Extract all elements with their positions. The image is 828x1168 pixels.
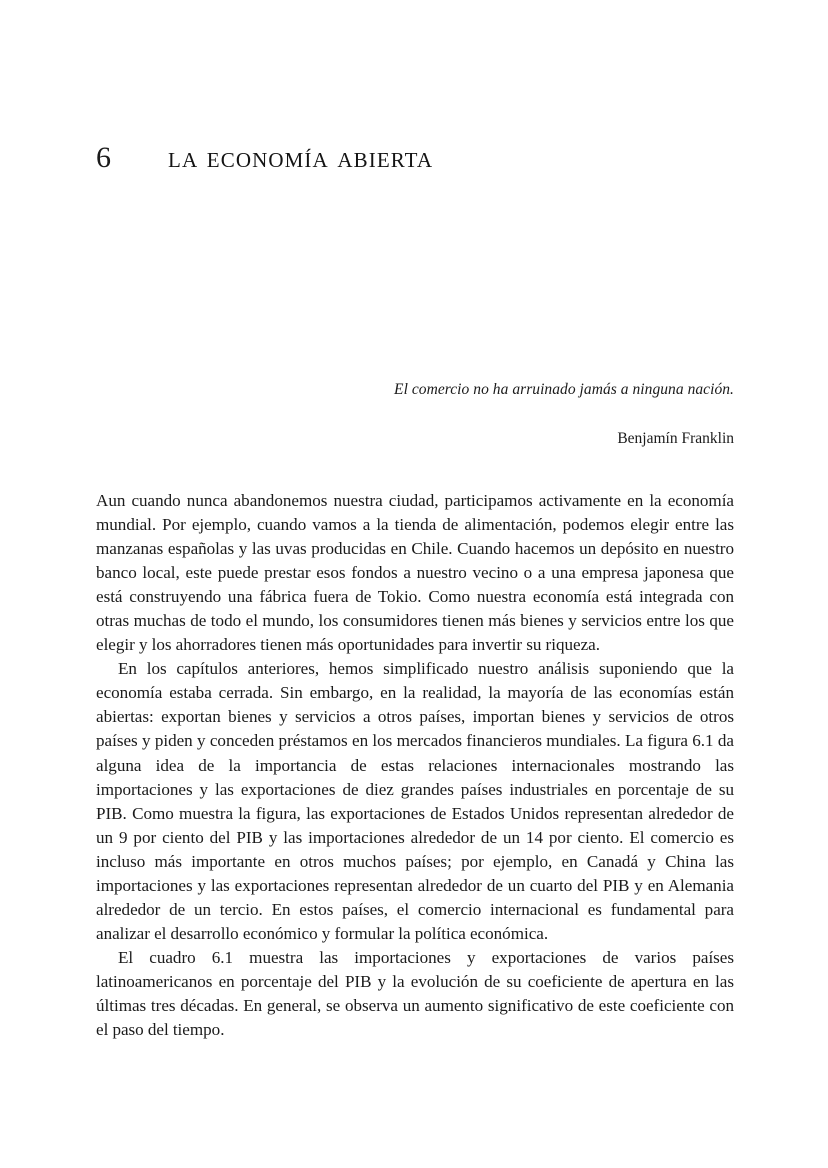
- paragraph-2: En los capítulos anteriores, hemos simplificado nuestro análisis suponiendo que la economía estaba cerrada. Sin embargo, en la realidad, la mayoría de las economías están abiertas: exportan bienes y servicios a otros países, importan bienes y servicios de otros países y piden y conceden préstamos en los mercados financieros mundiales. La figura 6.1 da alguna idea de la importancia de estas relaciones internacionales mostrando las importaciones y las exportaciones de diez grandes países industriales en porcentaje de su PIB. Como muestra la figura, las exportaciones de Estados Unidos representan alrededor de un 9 por ciento del PIB y las importaciones alrededor de un 14 por ciento. El comercio es incluso más importante en otros muchos países; por ejemplo, en Canadá y China las importaciones y las exportaciones representan alrededor de un cuarto del PIB y en Alemania alrededor de un tercio. En estos países, el comercio internacional es fundamental para analizar el desarrollo económico y formular la política económica.: [96, 659, 734, 943]
- paragraph-3: El cuadro 6.1 muestra las importaciones y exportaciones de varios países latinoamericanos en porcentaje del PIB y la evolución de su coeficiente de apertura en las últimas tres décadas. En general, se observa un aumento significativo de este coeficiente con el paso del tiempo.: [96, 947, 734, 1040]
- paragraph-1: Aun cuando nunca abandonemos nuestra ciudad, participamos activamente en la economía mundial. Por ejemplo, cuando vamos a la tienda de alimentación, podemos elegir entre las manzanas españolas y las uvas producidas en Chile. Cuando hacemos un depósito en nuestro banco local, este puede prestar esos fondos a nuestro vecino o a una empresa japonesa que está construyendo una fábrica fuera de Tokio. Como nuestra economía está integrada con otras muchas de todo el mundo, los consumidores tienen más bienes y servicios entre los que elegir y los ahorradores tienen más oportunidades para invertir su riqueza.: [96, 491, 734, 655]
- epigraph-attribution: Benjamín Franklin: [617, 430, 734, 447]
- chapter-title: la economía abierta: [168, 141, 434, 174]
- epigraph: [96, 378, 734, 451]
- chapter-number: 6: [96, 141, 112, 174]
- body-text: [96, 489, 734, 1042]
- epigraph-quote: El comercio no ha arruinado jamás a ninguna nación.: [394, 381, 734, 398]
- chapter-heading: [96, 143, 736, 173]
